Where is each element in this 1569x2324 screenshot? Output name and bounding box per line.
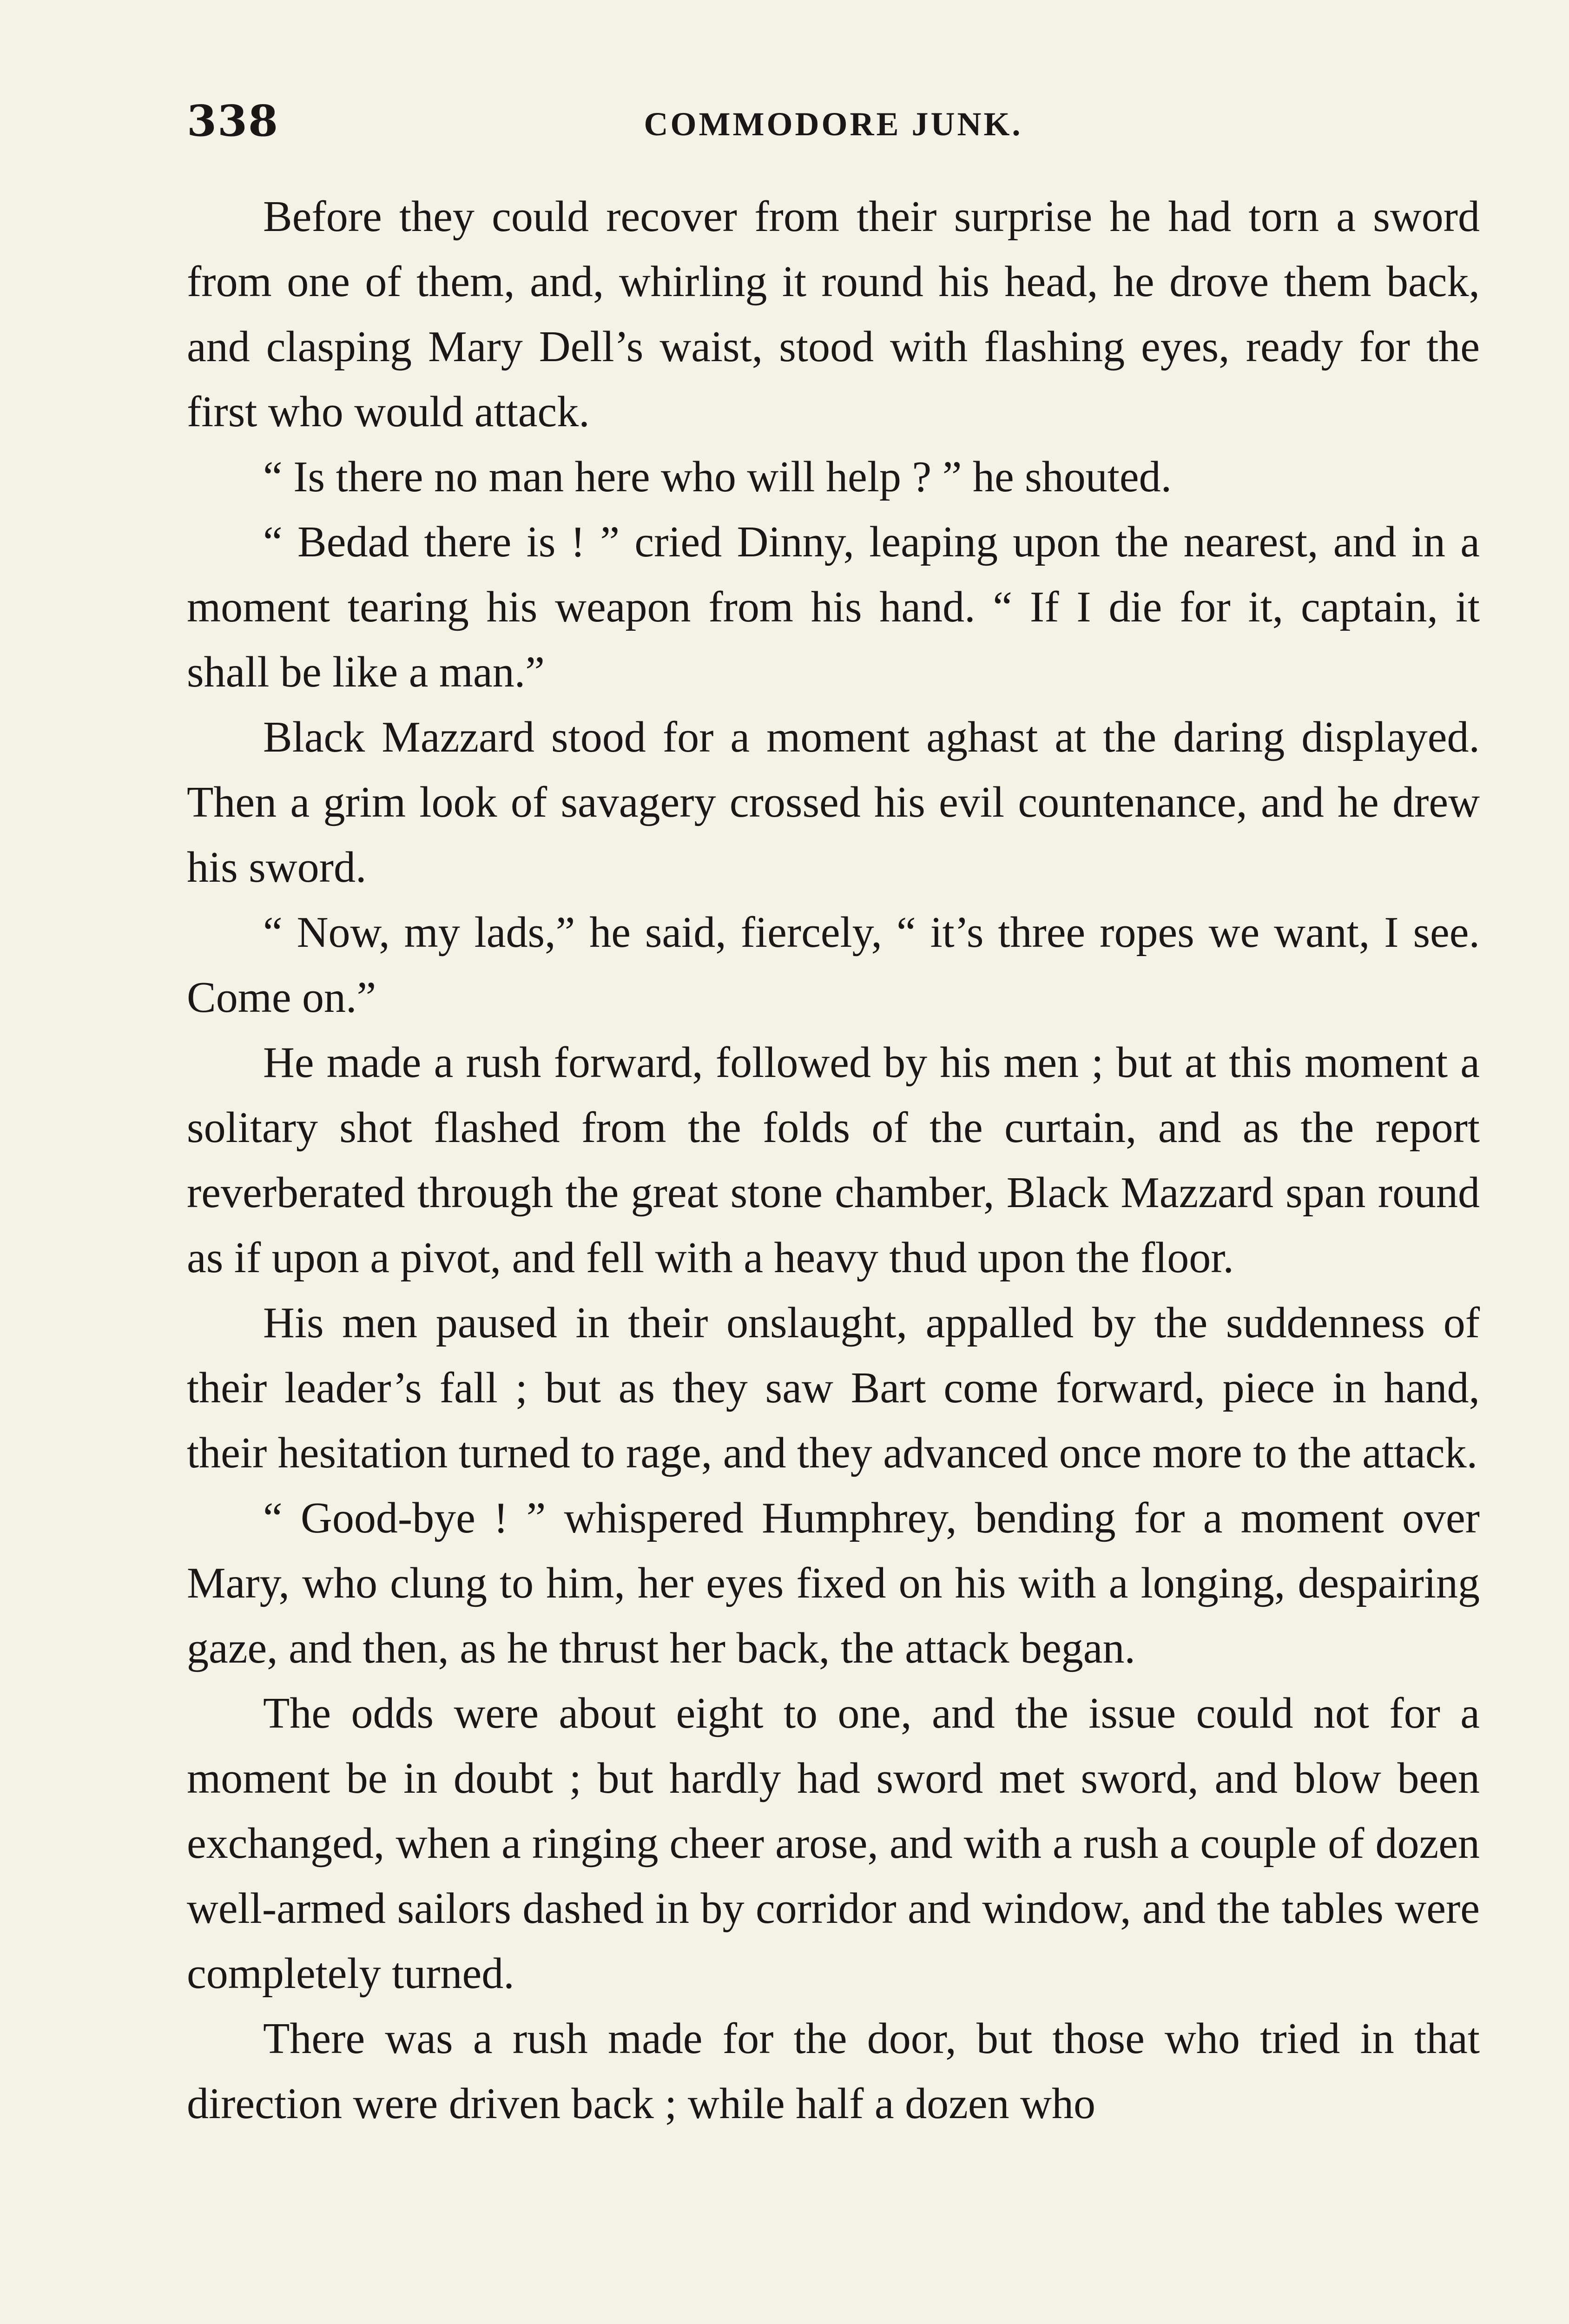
paragraph: “ Good-bye ! ” whispered Humphrey, bending for a moment over Mary, who clung to him, her eyes fixed on his with a longing, despairing gaze, and then, as he thrust her back, the attack began. — [187, 1494, 1480, 1672]
running-title: COMMODORE JUNK. — [644, 106, 1023, 143]
paragraph: “ Is there no man here who will help ? ” he shouted. — [263, 453, 1172, 501]
page-number: 338 — [187, 96, 279, 146]
paragraph: He made a rush forward, followed by his men ; but at this moment a solitary shot flashed from the folds of the curtain, and as the report reverberated through the great stone chamber, Black Mazzard span round as if upon a pivot, and fell with a heavy thud upon the floor. — [187, 1038, 1480, 1282]
paragraph: The odds were about eight to one, and the issue could not for a moment be in doubt ; but hardly had sword met sword, and blow been exchanged, when a ringing cheer arose, and with a rush a couple of dozen well-armed sailors dashed in by corridor and window, and the tables were completely turned. — [187, 1689, 1480, 1998]
running-head — [187, 95, 1480, 146]
paragraph: His men paused in their onslaught, appalled by the suddenness of their leader’s fall ; but as they saw Bart come forward, piece in hand, their hesitation turned to rage, and they advanced once more to the attack. — [187, 1299, 1480, 1477]
body-text — [187, 184, 1480, 2136]
paragraph: Before they could recover from their surprise he had torn a sword from one of them, and, whirling it round his head, he drove them back, and clasping Mary Dell’s waist, stood with flashing eyes, ready for the first who would attack. — [187, 192, 1480, 436]
paragraph-continued: There was a rush made for the door, but those who tried in that direction were driven back ; while half a dozen who — [187, 2014, 1480, 2128]
paragraph: “ Bedad there is ! ” cried Dinny, leaping upon the nearest, and in a moment tearing his weapon from his hand. “ If I die for it, captain, it shall be like a man.” — [187, 518, 1480, 696]
paragraph: “ Now, my lads,” he said, fiercely, “ it’s three ropes we want, I see. Come on.” — [187, 908, 1480, 1022]
paragraph: Black Mazzard stood for a moment aghast at the daring displayed. Then a grim look of savagery crossed his evil countenance, and he drew his sword. — [187, 713, 1480, 891]
